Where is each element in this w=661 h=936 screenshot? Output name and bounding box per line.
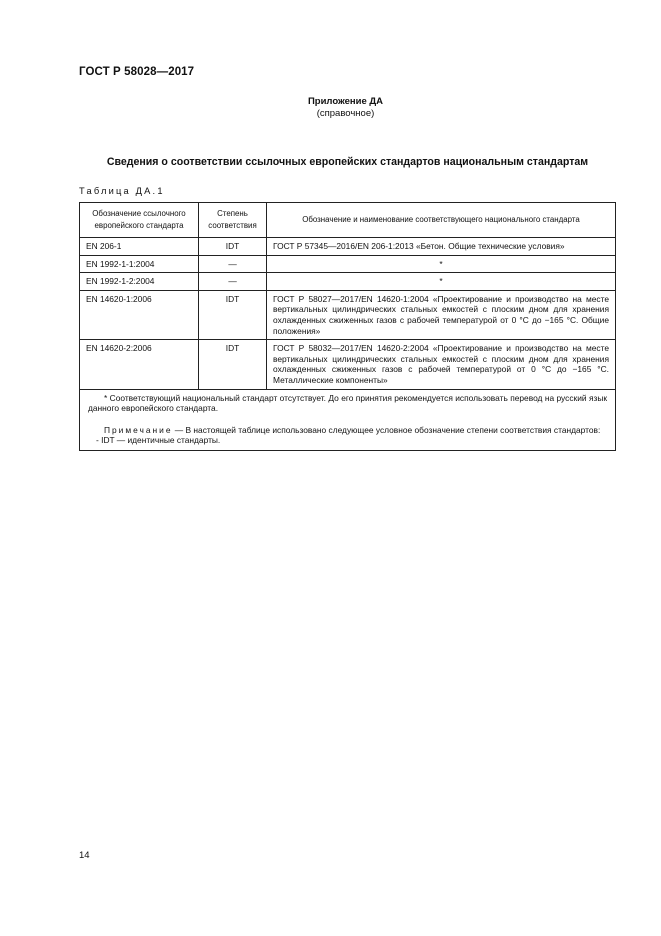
note-text: — В настоящей таблице использовано следующее условное обозначение степени соответствия стандартов: bbox=[172, 424, 601, 435]
cell-degree: — bbox=[199, 273, 267, 291]
cell-degree: IDT bbox=[199, 340, 267, 389]
cell-degree: IDT bbox=[199, 238, 267, 256]
cell-degree: IDT bbox=[199, 290, 267, 339]
cell-national: ГОСТ Р 57345—2016/EN 206-1:2013 «Бетон. Общие технические условия» bbox=[267, 238, 616, 256]
document-code: ГОСТ Р 58028—2017 bbox=[79, 66, 195, 78]
cell-national: ГОСТ Р 58027—2017/EN 14620-1:2004 «Проектирование и производство на месте вертикальных цилиндрических стальных емкостей с плоским дном для хранения охлажденных сжиженных газов с рабочей температурой от 0 °С до −165 °С. Общие положения» bbox=[267, 290, 616, 339]
cell-national: * bbox=[267, 273, 616, 291]
page-number: 14 bbox=[79, 850, 90, 861]
table-row bbox=[80, 238, 616, 256]
cell-reference: EN 206-1 bbox=[80, 238, 199, 256]
header-degree: Степень соответствия bbox=[199, 203, 267, 238]
table-row bbox=[80, 290, 616, 339]
note-label: Примечание bbox=[104, 424, 173, 435]
table-row bbox=[80, 255, 616, 273]
table-notes bbox=[80, 389, 616, 450]
table-row bbox=[80, 340, 616, 389]
table-caption bbox=[79, 186, 165, 196]
cell-reference: EN 14620-1:2006 bbox=[80, 290, 199, 339]
appendix-subtitle: (справочное) bbox=[316, 108, 375, 119]
table-row bbox=[80, 273, 616, 291]
appendix-heading bbox=[0, 96, 661, 120]
table-footnote: * Соответствующий национальный стандарт отсутствует. До его принятия рекомендуется использовать перевод на русский язык данного европейского стандарта. bbox=[88, 392, 607, 414]
cell-reference: EN 1992-1-2:2004 bbox=[80, 273, 199, 291]
cell-degree: — bbox=[199, 255, 267, 273]
correspondence-table bbox=[79, 202, 616, 451]
header-reference: Обозначение ссылочного европейского стандарта bbox=[80, 203, 199, 238]
cell-reference: EN 14620-2:2006 bbox=[80, 340, 199, 389]
cell-reference: EN 1992-1-1:2004 bbox=[80, 255, 199, 273]
section-title: Сведения о соответствии ссылочных европейских стандартов национальным стандартам bbox=[106, 156, 589, 168]
header-national: Обозначение и наименование соответствующего национального стандарта bbox=[267, 203, 616, 238]
cell-national: ГОСТ Р 58032—2017/EN 14620-2:2004 «Проектирование и производство на месте вертикальных цилиндрических стальных емкостей с плоским дном для хранения охлажденных сжиженных газов с рабочей температурой от 0 °С до −165 °С. Металлические компоненты» bbox=[267, 340, 616, 389]
note-item: - IDT — идентичные стандарты. bbox=[96, 435, 221, 446]
table-note bbox=[88, 425, 607, 436]
appendix-title: Приложение ДА bbox=[307, 96, 384, 107]
table-notes-row bbox=[80, 389, 616, 450]
table-caption-label: Таблица ДА.1 bbox=[79, 186, 165, 196]
cell-national: * bbox=[267, 255, 616, 273]
table-header-row bbox=[80, 203, 616, 238]
